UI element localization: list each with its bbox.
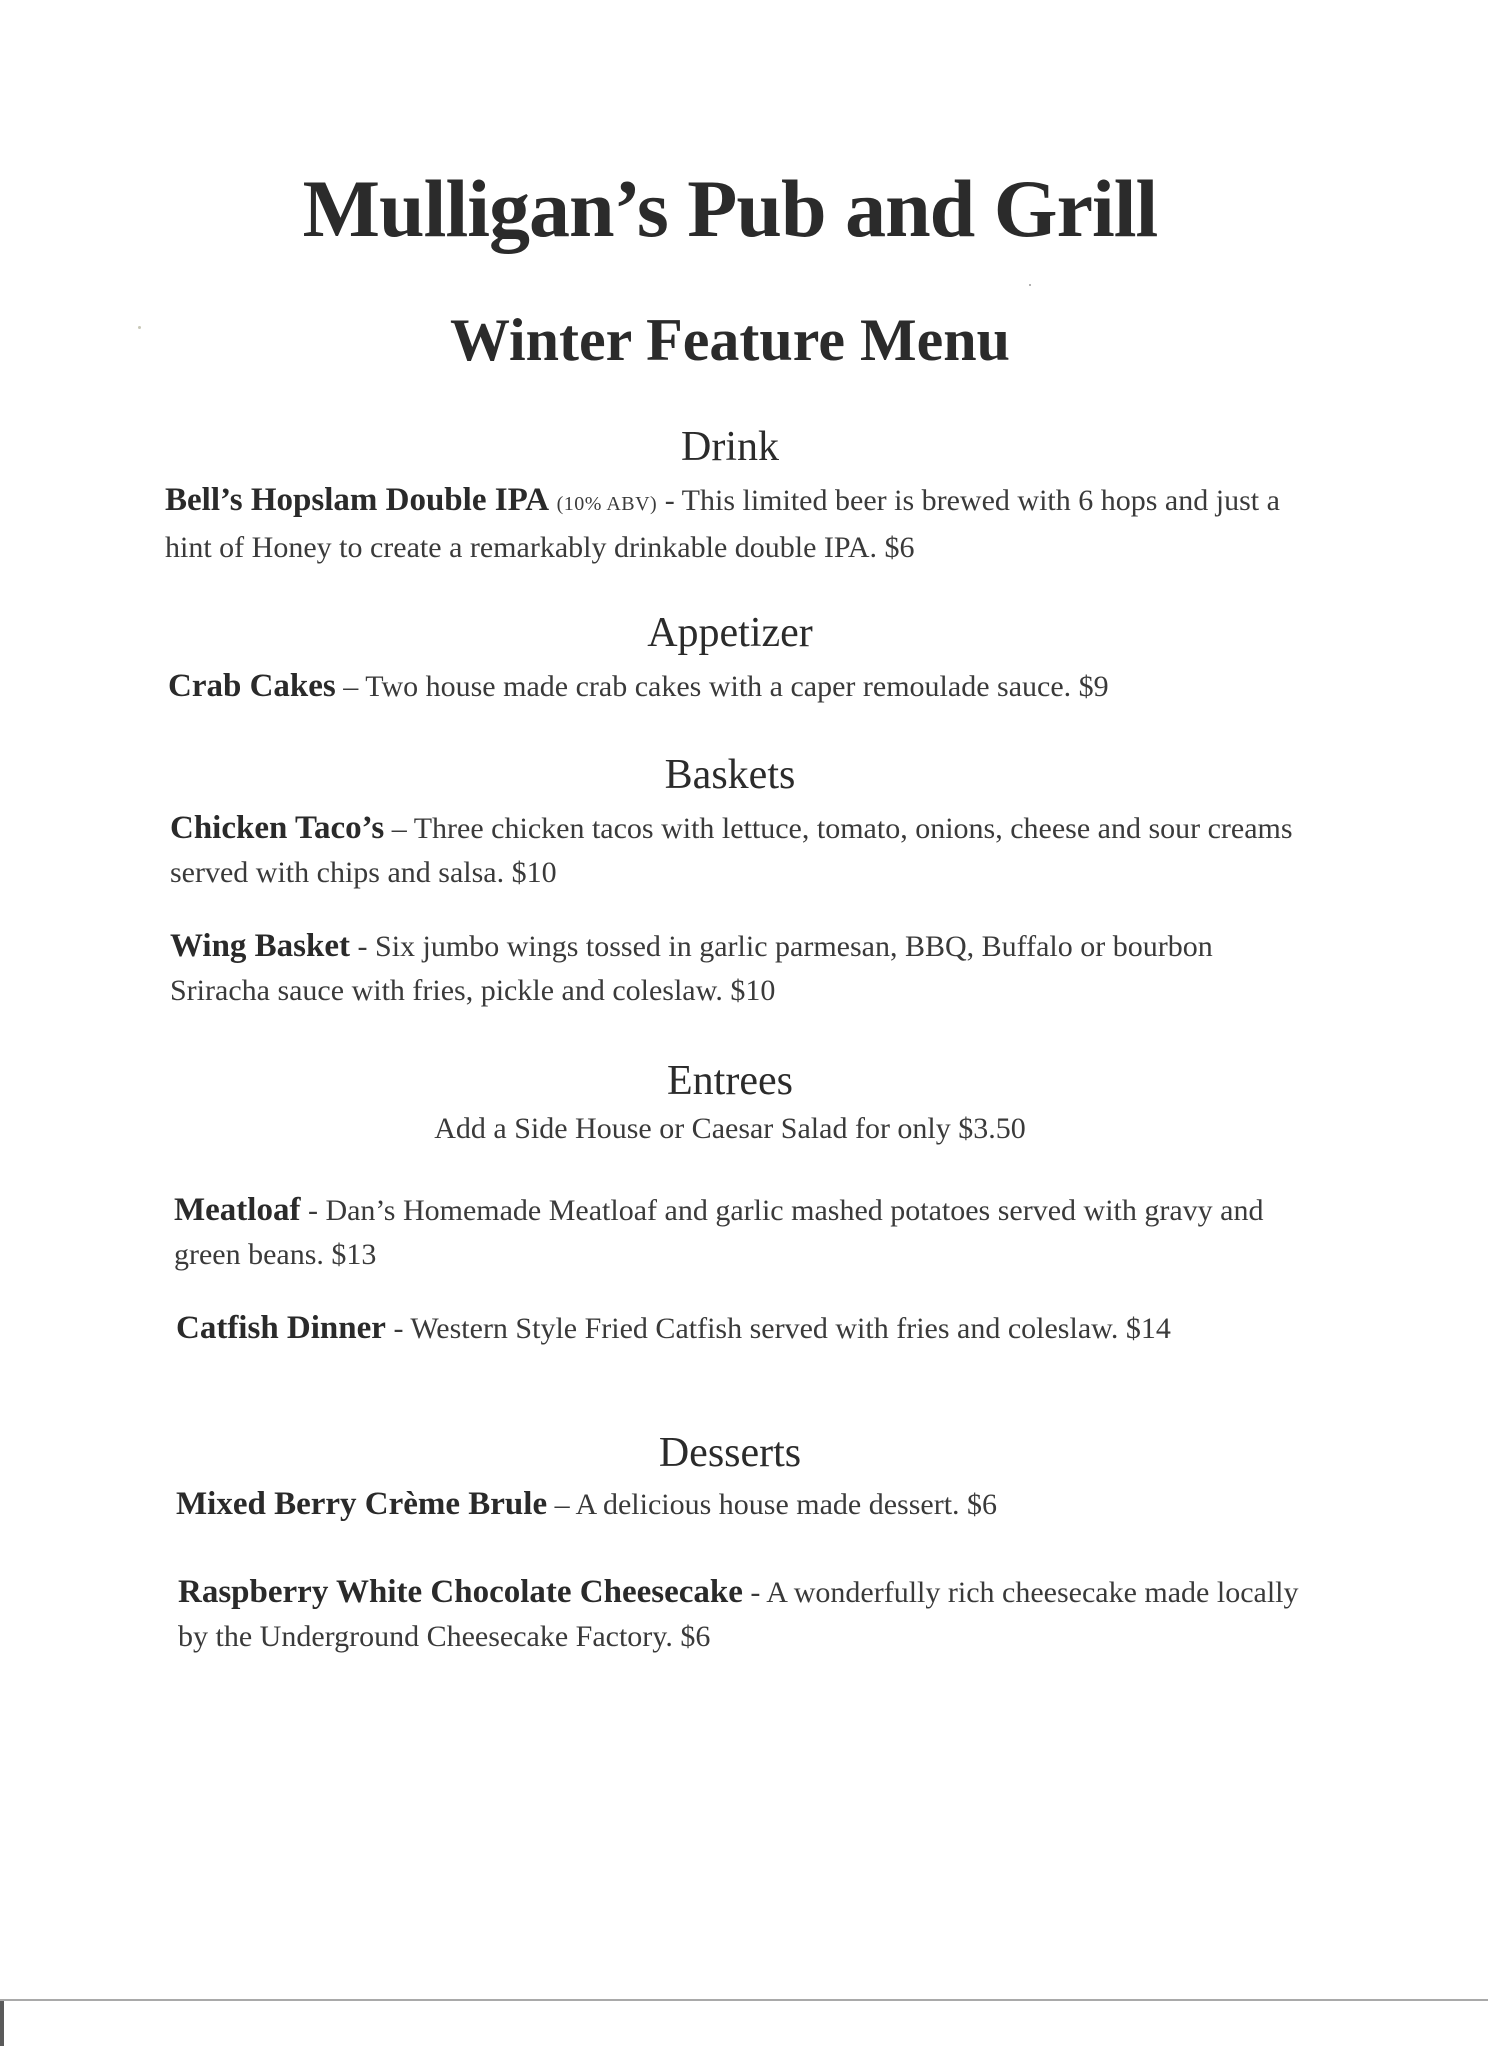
- menu-item-hopslam: [165, 478, 1315, 570]
- menu-item-chicken-tacos: [170, 806, 1320, 895]
- item-separator: -: [742, 1576, 767, 1609]
- menu-item-catfish-dinner: [176, 1306, 1326, 1351]
- item-name: Meatloaf: [174, 1192, 301, 1228]
- section-heading-baskets: Baskets: [664, 752, 796, 798]
- section-heading-appetizer: Appetizer: [647, 610, 813, 656]
- restaurant-name: Mulligan’s Pub and Grill: [302, 163, 1158, 254]
- section-heading-entrees: Entrees: [667, 1058, 793, 1104]
- section-heading-drink: Drink: [681, 424, 779, 470]
- item-abv-note: (10% ABV): [556, 493, 658, 515]
- item-description: A delicious house made dessert. $6: [575, 1488, 998, 1521]
- item-name: Bell’s Hopslam Double IPA: [165, 482, 550, 518]
- item-description: Western Style Fried Catfish served with fries and coleslaw. $14: [410, 1312, 1171, 1345]
- item-description: Dan’s Homemade Meatloaf and garlic mashed potatoes served with gravy and green beans. $13: [174, 1194, 1264, 1271]
- item-description: Six jumbo wings tossed in garlic parmesan, BBQ, Buffalo or bourbon Sriracha sauce with fries, pickle and coleslaw. $10: [170, 930, 1213, 1007]
- item-name: Raspberry White Chocolate Cheesecake: [178, 1574, 743, 1610]
- item-separator: –: [547, 1488, 576, 1521]
- item-separator: -: [300, 1194, 326, 1227]
- scan-speck: [1029, 284, 1031, 286]
- item-name: Wing Basket: [170, 928, 351, 964]
- section-heading-desserts: Desserts: [658, 1430, 802, 1476]
- item-name: Crab Cakes: [168, 668, 336, 704]
- item-separator: -: [657, 484, 682, 517]
- scan-edge-line: [0, 1999, 1488, 2001]
- item-name: Catfish Dinner: [176, 1310, 386, 1346]
- entrees-salad-note: Add a Side House or Caesar Salad for only $3.50: [434, 1112, 1026, 1145]
- item-separator: -: [385, 1312, 411, 1345]
- item-name: Chicken Taco’s: [170, 810, 385, 846]
- scan-edge-shadow: [0, 2001, 4, 2046]
- item-separator: –: [384, 812, 414, 845]
- item-description: This limited beer is brewed with 6 hops and just a hint of Honey to create a remarkably drinkable double IPA. $6: [165, 484, 1280, 564]
- item-description: Three chicken tacos with lettuce, tomato, onions, cheese and sour creams served with chips and salsa. $10: [170, 812, 1293, 889]
- scan-speck: [138, 326, 141, 329]
- item-name: Mixed Berry Crème Brule: [176, 1486, 548, 1522]
- menu-item-creme-brule: [176, 1482, 1326, 1527]
- menu-item-crab-cakes: [168, 664, 1318, 709]
- menu-title: Winter Feature Menu: [450, 307, 1010, 373]
- menu-item-cheesecake: [178, 1570, 1328, 1659]
- menu-item-meatloaf: [174, 1188, 1324, 1277]
- item-separator: –: [335, 670, 366, 703]
- item-description: A wonderfully rich cheesecake made locally by the Underground Cheesecake Factory. $6: [178, 1576, 1299, 1653]
- item-separator: -: [350, 930, 376, 963]
- item-description: Two house made crab cakes with a caper remoulade sauce. $9: [365, 670, 1109, 703]
- menu-item-wing-basket: [170, 924, 1320, 1013]
